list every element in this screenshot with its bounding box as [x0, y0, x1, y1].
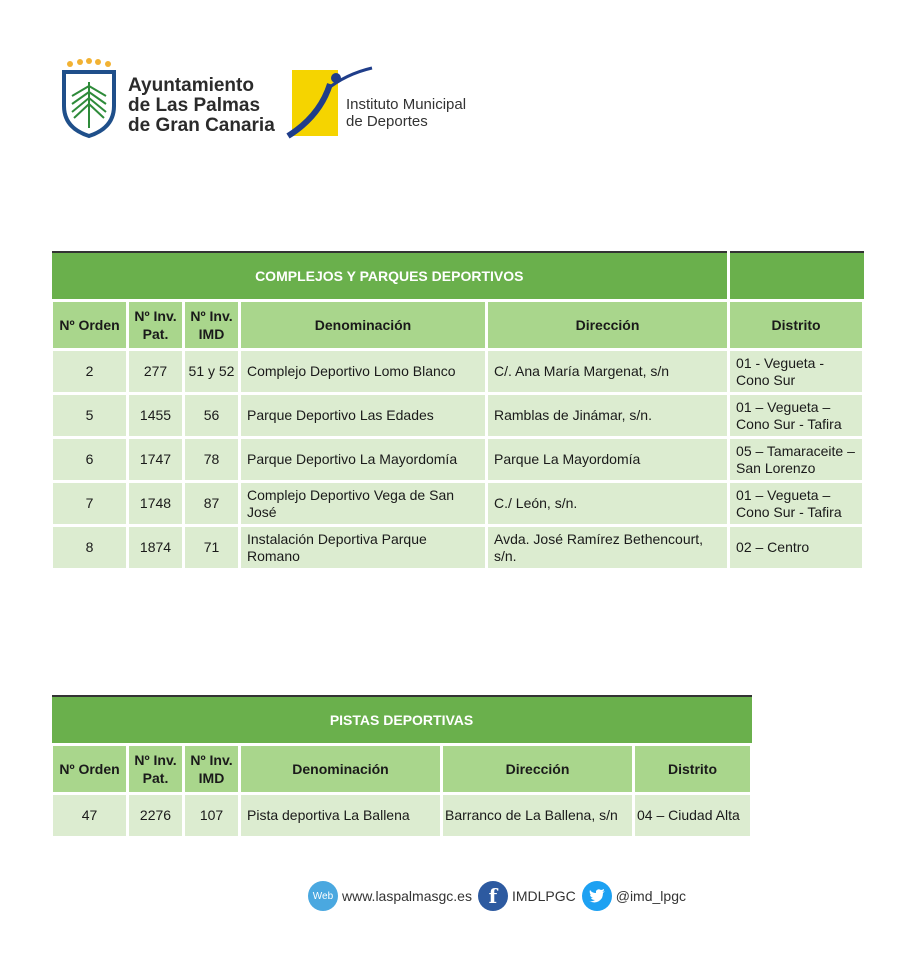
cell-inv-imd: 71 [184, 526, 240, 570]
social-footer [308, 880, 692, 912]
cell-inv-pat: 1747 [128, 438, 184, 482]
ayuntamiento-name: Ayuntamiento de Las Palmas de Gran Canaria [128, 75, 275, 136]
header-inv-imd: Nº Inv. IMD [184, 745, 240, 794]
header-orden: Nº Orden [52, 745, 128, 794]
table-row [52, 526, 864, 570]
header-direccion: Dirección [442, 745, 634, 794]
cell-inv-imd: 87 [184, 482, 240, 526]
twitter-icon [582, 881, 612, 911]
cell-inv-pat: 277 [128, 350, 184, 394]
pistas-table [50, 695, 753, 839]
twitter-link[interactable]: @imd_lpgc [615, 888, 686, 904]
cell-direccion: Ramblas de Jinámar, s/n. [487, 394, 729, 438]
cell-inv-pat: 1748 [128, 482, 184, 526]
cell-distrito: 04 – Ciudad Alta [634, 794, 752, 838]
table-title: COMPLEJOS Y PARQUES DEPORTIVOS [52, 252, 729, 301]
cell-denominacion: Parque Deportivo Las Edades [240, 394, 487, 438]
table-row [52, 394, 864, 438]
cell-inv-imd: 56 [184, 394, 240, 438]
header-denominacion: Denominación [240, 745, 442, 794]
cell-direccion: Barranco de La Ballena, s/n [442, 794, 634, 838]
header-distrito: Distrito [729, 301, 864, 350]
cell-distrito: 01 – Vegueta – Cono Sur - Tafira [729, 394, 864, 438]
table-row [52, 350, 864, 394]
cell-inv-pat: 1455 [128, 394, 184, 438]
header-distrito: Distrito [634, 745, 752, 794]
cell-distrito: 05 – Tamaraceite – San Lorenzo [729, 438, 864, 482]
cell-inv-imd: 107 [184, 794, 240, 838]
table-row [52, 482, 864, 526]
cell-orden: 47 [52, 794, 128, 838]
cell-distrito: 02 – Centro [729, 526, 864, 570]
cell-denominacion: Parque Deportivo La Mayordomía [240, 438, 487, 482]
table-row [52, 794, 752, 838]
cell-distrito: 01 - Vegueta - Cono Sur [729, 350, 864, 394]
cell-denominacion: Complejo Deportivo Lomo Blanco [240, 350, 487, 394]
table-title: PISTAS DEPORTIVAS [52, 696, 752, 745]
facebook-link[interactable]: IMDLPGC [511, 888, 576, 904]
complejos-table [50, 251, 865, 571]
cell-direccion: Parque La Mayordomía [487, 438, 729, 482]
cell-distrito: 01 – Vegueta – Cono Sur - Tafira [729, 482, 864, 526]
header-denominacion: Denominación [240, 301, 487, 350]
page-header [60, 56, 500, 146]
city-shield-logo [60, 56, 118, 140]
cell-direccion: C./ León, s/n. [487, 482, 729, 526]
header-inv-imd: Nº Inv. IMD [184, 301, 240, 350]
cell-direccion: C/. Ana María Margenat, s/n [487, 350, 729, 394]
cell-inv-imd: 51 y 52 [184, 350, 240, 394]
cell-denominacion: Pista deportiva La Ballena [240, 794, 442, 838]
table-row [52, 438, 864, 482]
title-blank-cell [729, 252, 864, 301]
cell-orden: 5 [52, 394, 128, 438]
cell-inv-pat: 1874 [128, 526, 184, 570]
web-link[interactable]: www.laspalmasgc.es [342, 888, 472, 904]
cell-denominacion: Instalación Deportiva Parque Romano [240, 526, 487, 570]
cell-denominacion: Complejo Deportivo Vega de San José [240, 482, 487, 526]
header-inv-pat: Nº Inv. Pat. [128, 301, 184, 350]
header-inv-pat: Nº Inv. Pat. [128, 745, 184, 794]
cell-orden: 6 [52, 438, 128, 482]
facebook-icon: f [478, 881, 508, 911]
cell-inv-pat: 2276 [128, 794, 184, 838]
cell-inv-imd: 78 [184, 438, 240, 482]
cell-orden: 2 [52, 350, 128, 394]
imd-name: Instituto Municipal de Deportes [346, 96, 467, 130]
cell-orden: 7 [52, 482, 128, 526]
header-direccion: Dirección [487, 301, 729, 350]
cell-orden: 8 [52, 526, 128, 570]
header-orden: Nº Orden [52, 301, 128, 350]
web-icon: Web [308, 881, 338, 911]
cell-direccion: Avda. José Ramírez Bethencourt, s/n. [487, 526, 729, 570]
